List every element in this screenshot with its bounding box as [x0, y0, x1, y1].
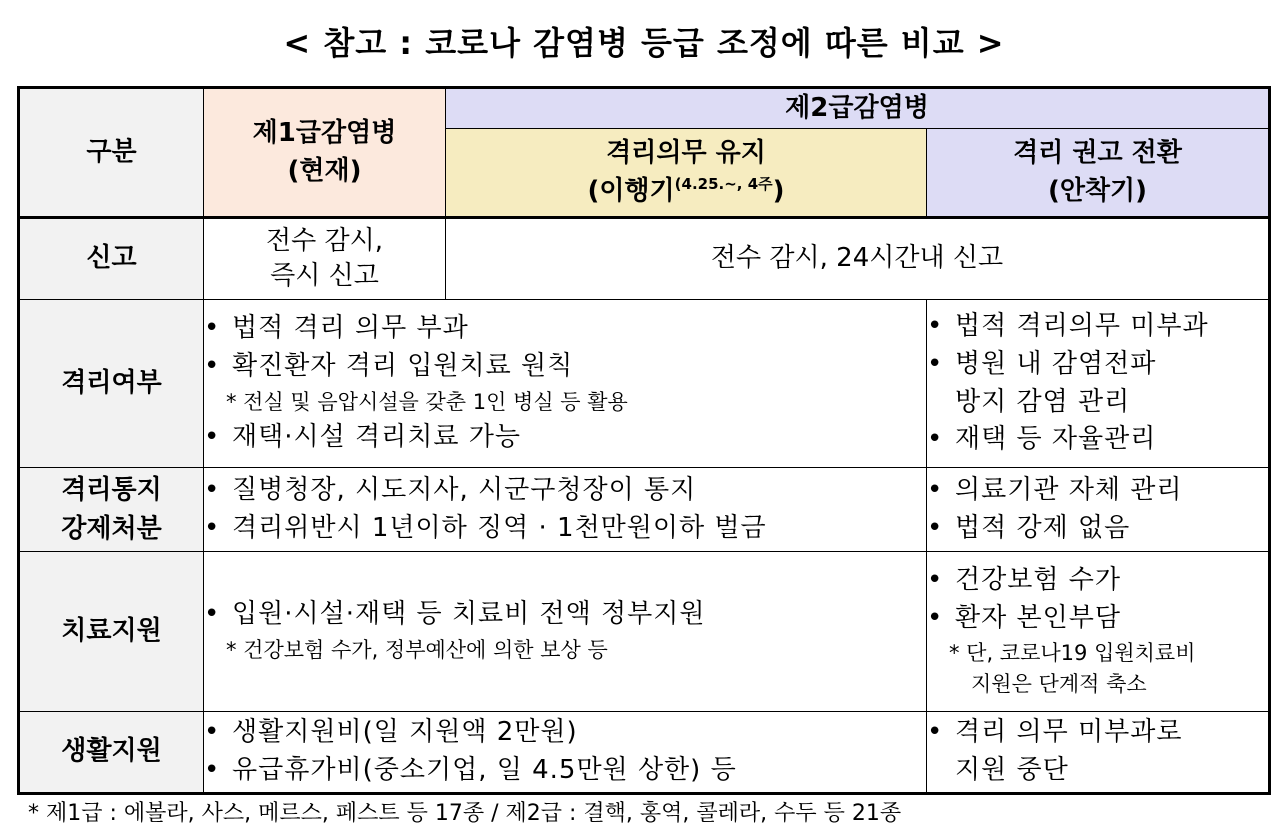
living-grade1 [204, 712, 927, 794]
notice-grade1 [204, 468, 927, 552]
list-item: • 생활지원비(일 지원액 2만원) [204, 717, 578, 748]
report-grade2: 전수 감시, 24시간내 신고 [446, 218, 1270, 300]
isolation-grade1 [204, 300, 927, 468]
living-stable [927, 712, 1270, 794]
header-category: 구분 [19, 88, 204, 218]
list-item: • 법적 강제 없음 [927, 512, 1131, 543]
list-item: • 법적 격리 의무 부과 [204, 313, 469, 344]
report-grade1: 전수 감시, 즉시 신고 [204, 218, 446, 300]
note-continuation: 지원은 단계적 축소 [971, 672, 1147, 697]
list-item: • 재택 등 자율관리 [927, 424, 1157, 455]
list-item: • 유급휴가비(중소기업, 일 4.5만원 상한) 등 [204, 755, 737, 785]
row-label-isolation: 격리여부 [19, 300, 204, 468]
list-item: • 건강보험 수가 [927, 565, 1121, 596]
transition-title: 격리의무 유지 [606, 137, 766, 168]
list-item-continuation: 지원 중단 [955, 755, 1069, 785]
row-label-notice: 격리통지 강제처분 [19, 468, 204, 552]
list-item: • 입원·시설·재택 등 치료비 전액 정부지원 [204, 598, 706, 629]
note: * 단, 코로나19 입원치료비 [949, 640, 1196, 665]
row-label-treatment: 치료지원 [19, 552, 204, 712]
list-item: • 질병청장, 시도지사, 시군구청장이 통지 [204, 474, 697, 505]
stable-subtitle: (안착기) [1047, 175, 1148, 206]
grade1-title: 제1급감염병 [252, 117, 397, 148]
list-item: • 격리 의무 미부과로 [927, 717, 1183, 748]
note: * 건강보험 수가, 정부예산에 의한 보상 등 [226, 637, 608, 662]
header-transition [446, 129, 927, 218]
list-item: • 환자 본인부담 [927, 603, 1121, 633]
note: * 전실 및 음압시설을 갖춘 1인 병실 등 활용 [226, 389, 628, 414]
treatment-grade1 [204, 552, 927, 712]
list-item: • 재택·시설 격리치료 가능 [204, 422, 521, 453]
stable-title: 격리 권고 전환 [1013, 137, 1182, 168]
list-item: • 병원 내 감염전파 [927, 348, 1157, 379]
transition-subtitle: (이행기$^{(4.25.\sim, 4주}$) [587, 174, 785, 206]
list-item-continuation: 방지 감염 관리 [955, 386, 1131, 417]
page-title: < 참고 : 코로나 감염병 등급 조정에 따른 비교 > [283, 24, 1005, 62]
list-item: • 의료기관 자체 관리 [927, 474, 1183, 505]
header-stable [927, 129, 1270, 218]
list-item: • 확진환자 격리 입원치료 원칙 [204, 350, 574, 381]
footnote: * 제1급 : 에볼라, 사스, 메르스, 페스트 등 17종 / 제2급 : 결핵, 홍역, 콜레라, 수두 등 21종 [28, 801, 902, 826]
isolation-stable [927, 300, 1270, 468]
list-item: • 격리위반시 1년이하 징역 · 1천만원이하 벌금 [204, 512, 767, 543]
header-grade1 [204, 88, 446, 218]
comparison-table [17, 86, 1271, 795]
treatment-stable [927, 552, 1270, 712]
grade1-subtitle: (현재) [287, 155, 362, 186]
notice-stable [927, 468, 1270, 552]
row-label-report: 신고 [19, 218, 204, 300]
header-grade2: 제2급감염병 [446, 88, 1270, 129]
list-item: • 법적 격리의무 미부과 [927, 311, 1209, 342]
row-label-living: 생활지원 [19, 712, 204, 794]
